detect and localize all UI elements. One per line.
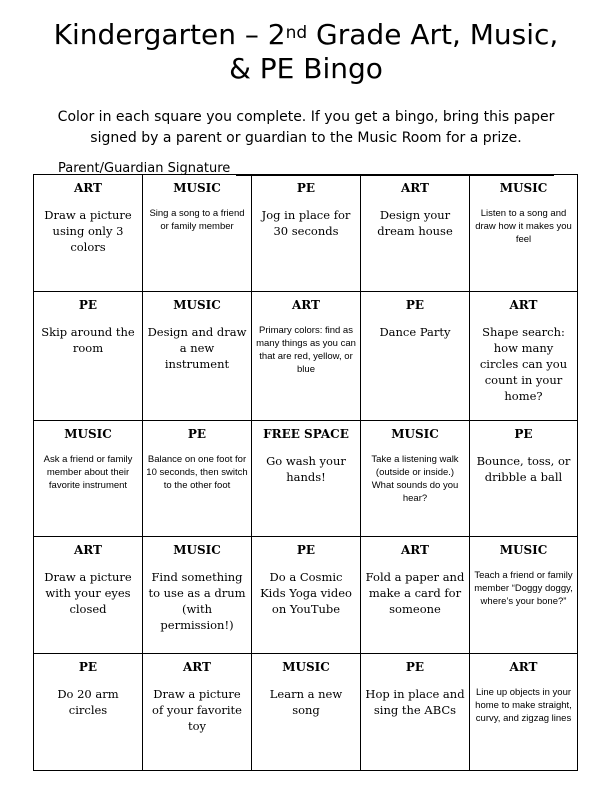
- square-category: MUSIC: [499, 543, 548, 557]
- bingo-grid: [33, 174, 578, 771]
- square-activity: Learn a new song: [269, 687, 343, 717]
- square-activity: Teach a friend or family member “Doggy doggy, where’s your bone?”: [474, 570, 573, 607]
- square-activity: Take a listening walk (outside or inside.) What sounds do you hear?: [371, 454, 459, 504]
- square-category: MUSIC: [499, 181, 548, 195]
- title-line-1: [0, 18, 612, 52]
- square-activity: Design and draw a new instrument: [147, 325, 247, 371]
- square-activity: Primary colors: find as many things as you can that are red, yellow, or blue: [256, 325, 356, 375]
- square-activity: Dance Party: [379, 325, 451, 339]
- page-title: [0, 18, 612, 86]
- square-activity: Balance on one foot for 10 seconds, then switch to the other foot: [146, 454, 248, 491]
- square-category: MUSIC: [64, 427, 112, 441]
- bingo-square[interactable]: [470, 654, 578, 771]
- square-activity: Bounce, toss, or dribble a ball: [476, 454, 571, 484]
- bingo-square[interactable]: [470, 537, 578, 654]
- instructions-line-1: Color in each square you complete. If you get a bingo, bring this paper: [57, 109, 555, 125]
- square-category: PE: [296, 181, 316, 195]
- square-category: FREE SPACE: [263, 427, 349, 441]
- bingo-square[interactable]: [143, 654, 252, 771]
- square-category: PE: [405, 298, 425, 312]
- instructions: [20, 107, 592, 149]
- square-activity: Hop in place and sing the ABCs: [365, 687, 465, 717]
- square-category: PE: [187, 427, 207, 441]
- square-activity: Do a Cosmic Kids Yoga video on YouTube: [260, 570, 352, 616]
- title-line-2: & PE Bingo: [229, 52, 383, 85]
- square-activity: Do 20 arm circles: [57, 687, 119, 717]
- bingo-square[interactable]: [143, 537, 252, 654]
- bingo-row: [34, 654, 578, 771]
- square-activity: Jog in place for 30 seconds: [261, 208, 351, 238]
- bingo-square[interactable]: [143, 292, 252, 421]
- square-category: ART: [73, 543, 102, 557]
- title-text-rest: Grade Art, Music,: [307, 18, 559, 51]
- bingo-square[interactable]: [34, 421, 143, 537]
- bingo-square[interactable]: [361, 537, 470, 654]
- signature-label: Parent/Guardian Signature: [58, 161, 231, 176]
- square-activity: Shape search: how many circles can you count in your home?: [479, 325, 568, 403]
- square-activity: Fold a paper and make a card for someone: [365, 570, 465, 616]
- square-category: MUSIC: [173, 181, 221, 195]
- bingo-square[interactable]: [34, 292, 143, 421]
- bingo-square[interactable]: [252, 537, 361, 654]
- square-activity: Ask a friend or family member about their favorite instrument: [43, 454, 133, 491]
- square-category: PE: [296, 543, 316, 557]
- square-category: ART: [182, 660, 211, 674]
- bingo-square[interactable]: [361, 421, 470, 537]
- bingo-square[interactable]: [143, 421, 252, 537]
- square-category: ART: [400, 543, 429, 557]
- square-category: ART: [509, 298, 538, 312]
- square-activity: Find something to use as a drum (with permission!): [148, 570, 246, 632]
- bingo-square[interactable]: [470, 421, 578, 537]
- square-category: MUSIC: [173, 298, 221, 312]
- square-category: MUSIC: [282, 660, 330, 674]
- square-category: PE: [78, 660, 98, 674]
- bingo-row: [34, 175, 578, 292]
- square-activity: Design your dream house: [377, 208, 453, 238]
- bingo-square[interactable]: [252, 421, 361, 537]
- square-category: PE: [514, 427, 533, 441]
- square-activity: Draw a picture using only 3 colors: [44, 208, 132, 254]
- bingo-square[interactable]: [252, 175, 361, 292]
- square-category: ART: [400, 181, 429, 195]
- bingo-square[interactable]: [361, 654, 470, 771]
- square-activity: Skip around the room: [41, 325, 135, 355]
- bingo-square[interactable]: [34, 654, 143, 771]
- instructions-line-2: signed by a parent or guardian to the Music Room for a prize.: [90, 130, 522, 146]
- title-text: Kindergarten – 2: [53, 18, 286, 51]
- bingo-row: [34, 421, 578, 537]
- title-superscript: nd: [285, 23, 308, 43]
- bingo-row: [34, 537, 578, 654]
- square-category: PE: [78, 298, 98, 312]
- square-category: PE: [405, 660, 425, 674]
- square-category: MUSIC: [391, 427, 439, 441]
- square-activity: Line up objects in your home to make straight, curvy, and zigzag lines: [475, 687, 572, 724]
- bingo-square[interactable]: [34, 175, 143, 292]
- bingo-square[interactable]: [143, 175, 252, 292]
- square-category: MUSIC: [173, 543, 221, 557]
- square-category: ART: [291, 298, 320, 312]
- bingo-square[interactable]: [252, 654, 361, 771]
- square-activity: Go wash your hands!: [266, 454, 346, 484]
- bingo-square[interactable]: [361, 292, 470, 421]
- square-activity: Draw a picture of your favorite toy: [152, 687, 242, 733]
- bingo-square[interactable]: [470, 292, 578, 421]
- bingo-square[interactable]: [34, 537, 143, 654]
- bingo-row: [34, 292, 578, 421]
- square-category: ART: [509, 660, 538, 674]
- square-activity: Sing a song to a friend or family member: [149, 208, 245, 232]
- bingo-square[interactable]: [470, 175, 578, 292]
- square-activity: Draw a picture with your eyes closed: [44, 570, 132, 616]
- bingo-square[interactable]: [361, 175, 470, 292]
- square-category: ART: [73, 181, 102, 195]
- bingo-square[interactable]: [252, 292, 361, 421]
- square-activity: Listen to a song and draw how it makes you feel: [475, 208, 572, 245]
